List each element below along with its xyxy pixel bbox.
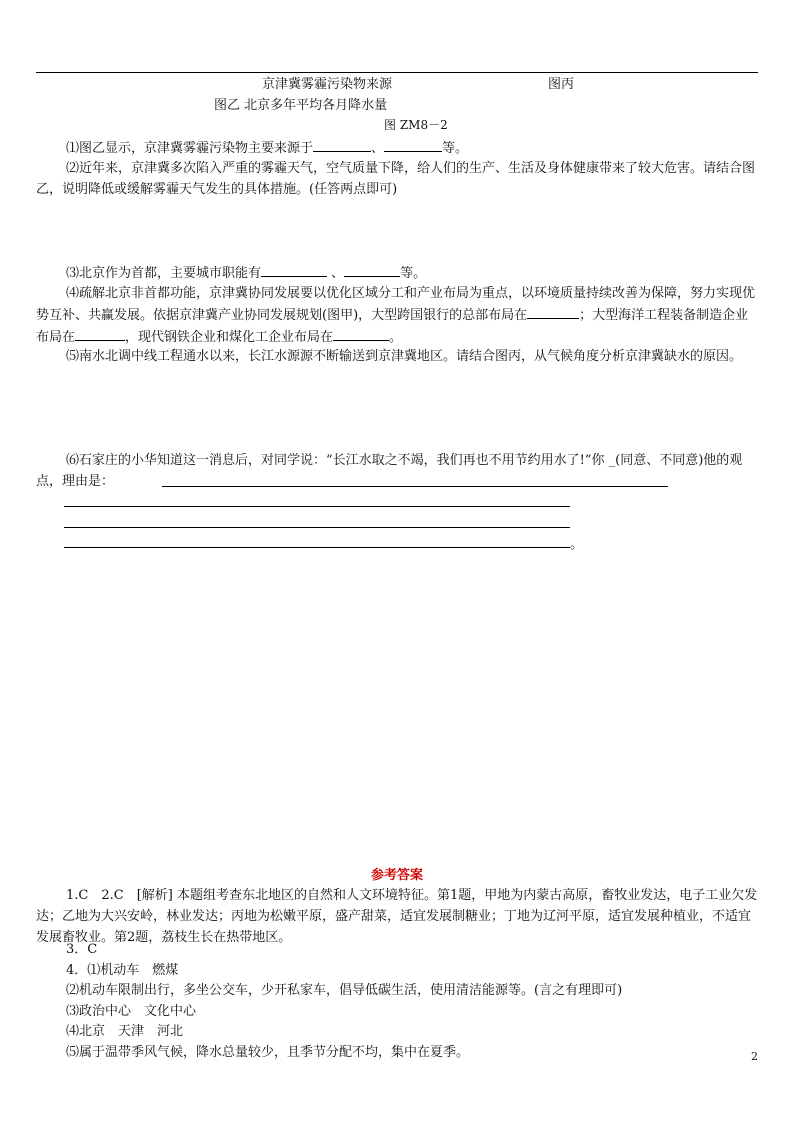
answer-blank[interactable] [344, 262, 400, 277]
question-3: ⑶北京作为首都，主要城市职能有 、 等。 [36, 262, 758, 284]
figure-caption-pollution-sources: 京津冀雾霾污染物来源 [262, 77, 393, 92]
answer-line[interactable] [162, 486, 668, 487]
answer-1-2: 1.C 2.C [解析] 本题组考查东北地区的自然和人文环境特征。第1题，甲地为内蒙古高原，畜牧业发达，电子工业欠发达；乙地为大兴安岭，林业发达；丙地为松嫩平原，盛产甜菜，适宜发展制糖业；丁地为辽河平原，适宜发展种植业，不适宜发展畜牧业。第2题，荔枝生长在热带地区。 [36, 888, 758, 945]
answer-4-5: ⑸属于温带季风气候，降水总量较少，且季节分配不均，集中在夏季。 [66, 1045, 470, 1060]
question-5: ⑸南水北调中线工程通水以来，长江水源源不断输送到京津冀地区。请结合图丙，从气候角度分析京津冀缺水的原因。 [66, 349, 743, 364]
question-6: ⑹石家庄的小华知道这一消息后，对同学说：“长江水取之不竭，我们再也不用节约用水了!”你 _(同意、不同意)他的观点，理由是： [36, 453, 743, 489]
answer-blank[interactable] [384, 137, 442, 152]
answer-blank[interactable] [527, 304, 579, 319]
figure-caption-bing: 图丙 [548, 77, 575, 92]
question-4: ⑷疏解北京非首都功能，京津冀协同发展要以优化区域分工和产业布局为重点，以环境质量持续改善为保障，努力实现优势互补、共赢发展。依据京津冀产业协同发展规划(图甲)，大型跨国银行的总部布局在 ；大型海洋工程装备制造企业布局在 ，现代钢铁企业和煤化工企业布局在 。 [36, 286, 756, 345]
answer-blank[interactable] [75, 326, 125, 341]
answer-blank[interactable] [333, 326, 389, 341]
question-2: ⑵近年来，京津冀多次陷入严重的雾霾天气，空气质量下降，给人们的生产、生活及身体健康带来了较大危害。请结合图乙，说明降低或缓解雾霾天气发生的具体措施。(任答两点即可) [36, 161, 756, 197]
answer-blank[interactable] [313, 137, 371, 152]
answer-4-4: ⑷北京 天津 河北 [66, 1024, 184, 1039]
answer-area-q5[interactable] [36, 392, 758, 444]
answer-blank[interactable] [261, 262, 327, 277]
header-rule [36, 72, 758, 73]
answer-4-1: 4．⑴机动车 燃煤 [66, 963, 179, 978]
answer-line[interactable] [64, 506, 570, 507]
answer-line[interactable] [64, 527, 570, 528]
answer-key-title: 参考答案 [370, 868, 423, 883]
answer-4-3: ⑶政治中心 文化中心 [66, 1004, 197, 1019]
question-1: ⑴图乙显示，京津冀雾霾污染物主要来源于 、 等。 [36, 137, 758, 159]
answer-area-q2[interactable] [36, 205, 758, 257]
answer-3: 3．C [66, 942, 98, 957]
figure-caption-beijing-precipitation: 图乙 北京多年平均各月降水量 [214, 98, 388, 113]
question-6-end: 。 [570, 537, 584, 552]
figure-label: 图 ZM8－2 [384, 118, 448, 132]
answer-4-2: ⑵机动车限制出行，多坐公交车，少开私家车，倡导低碳生活，使用清洁能源等。(言之有理即可) [66, 983, 623, 998]
answer-line[interactable] [64, 547, 570, 548]
page-number: 2 [751, 1050, 758, 1063]
